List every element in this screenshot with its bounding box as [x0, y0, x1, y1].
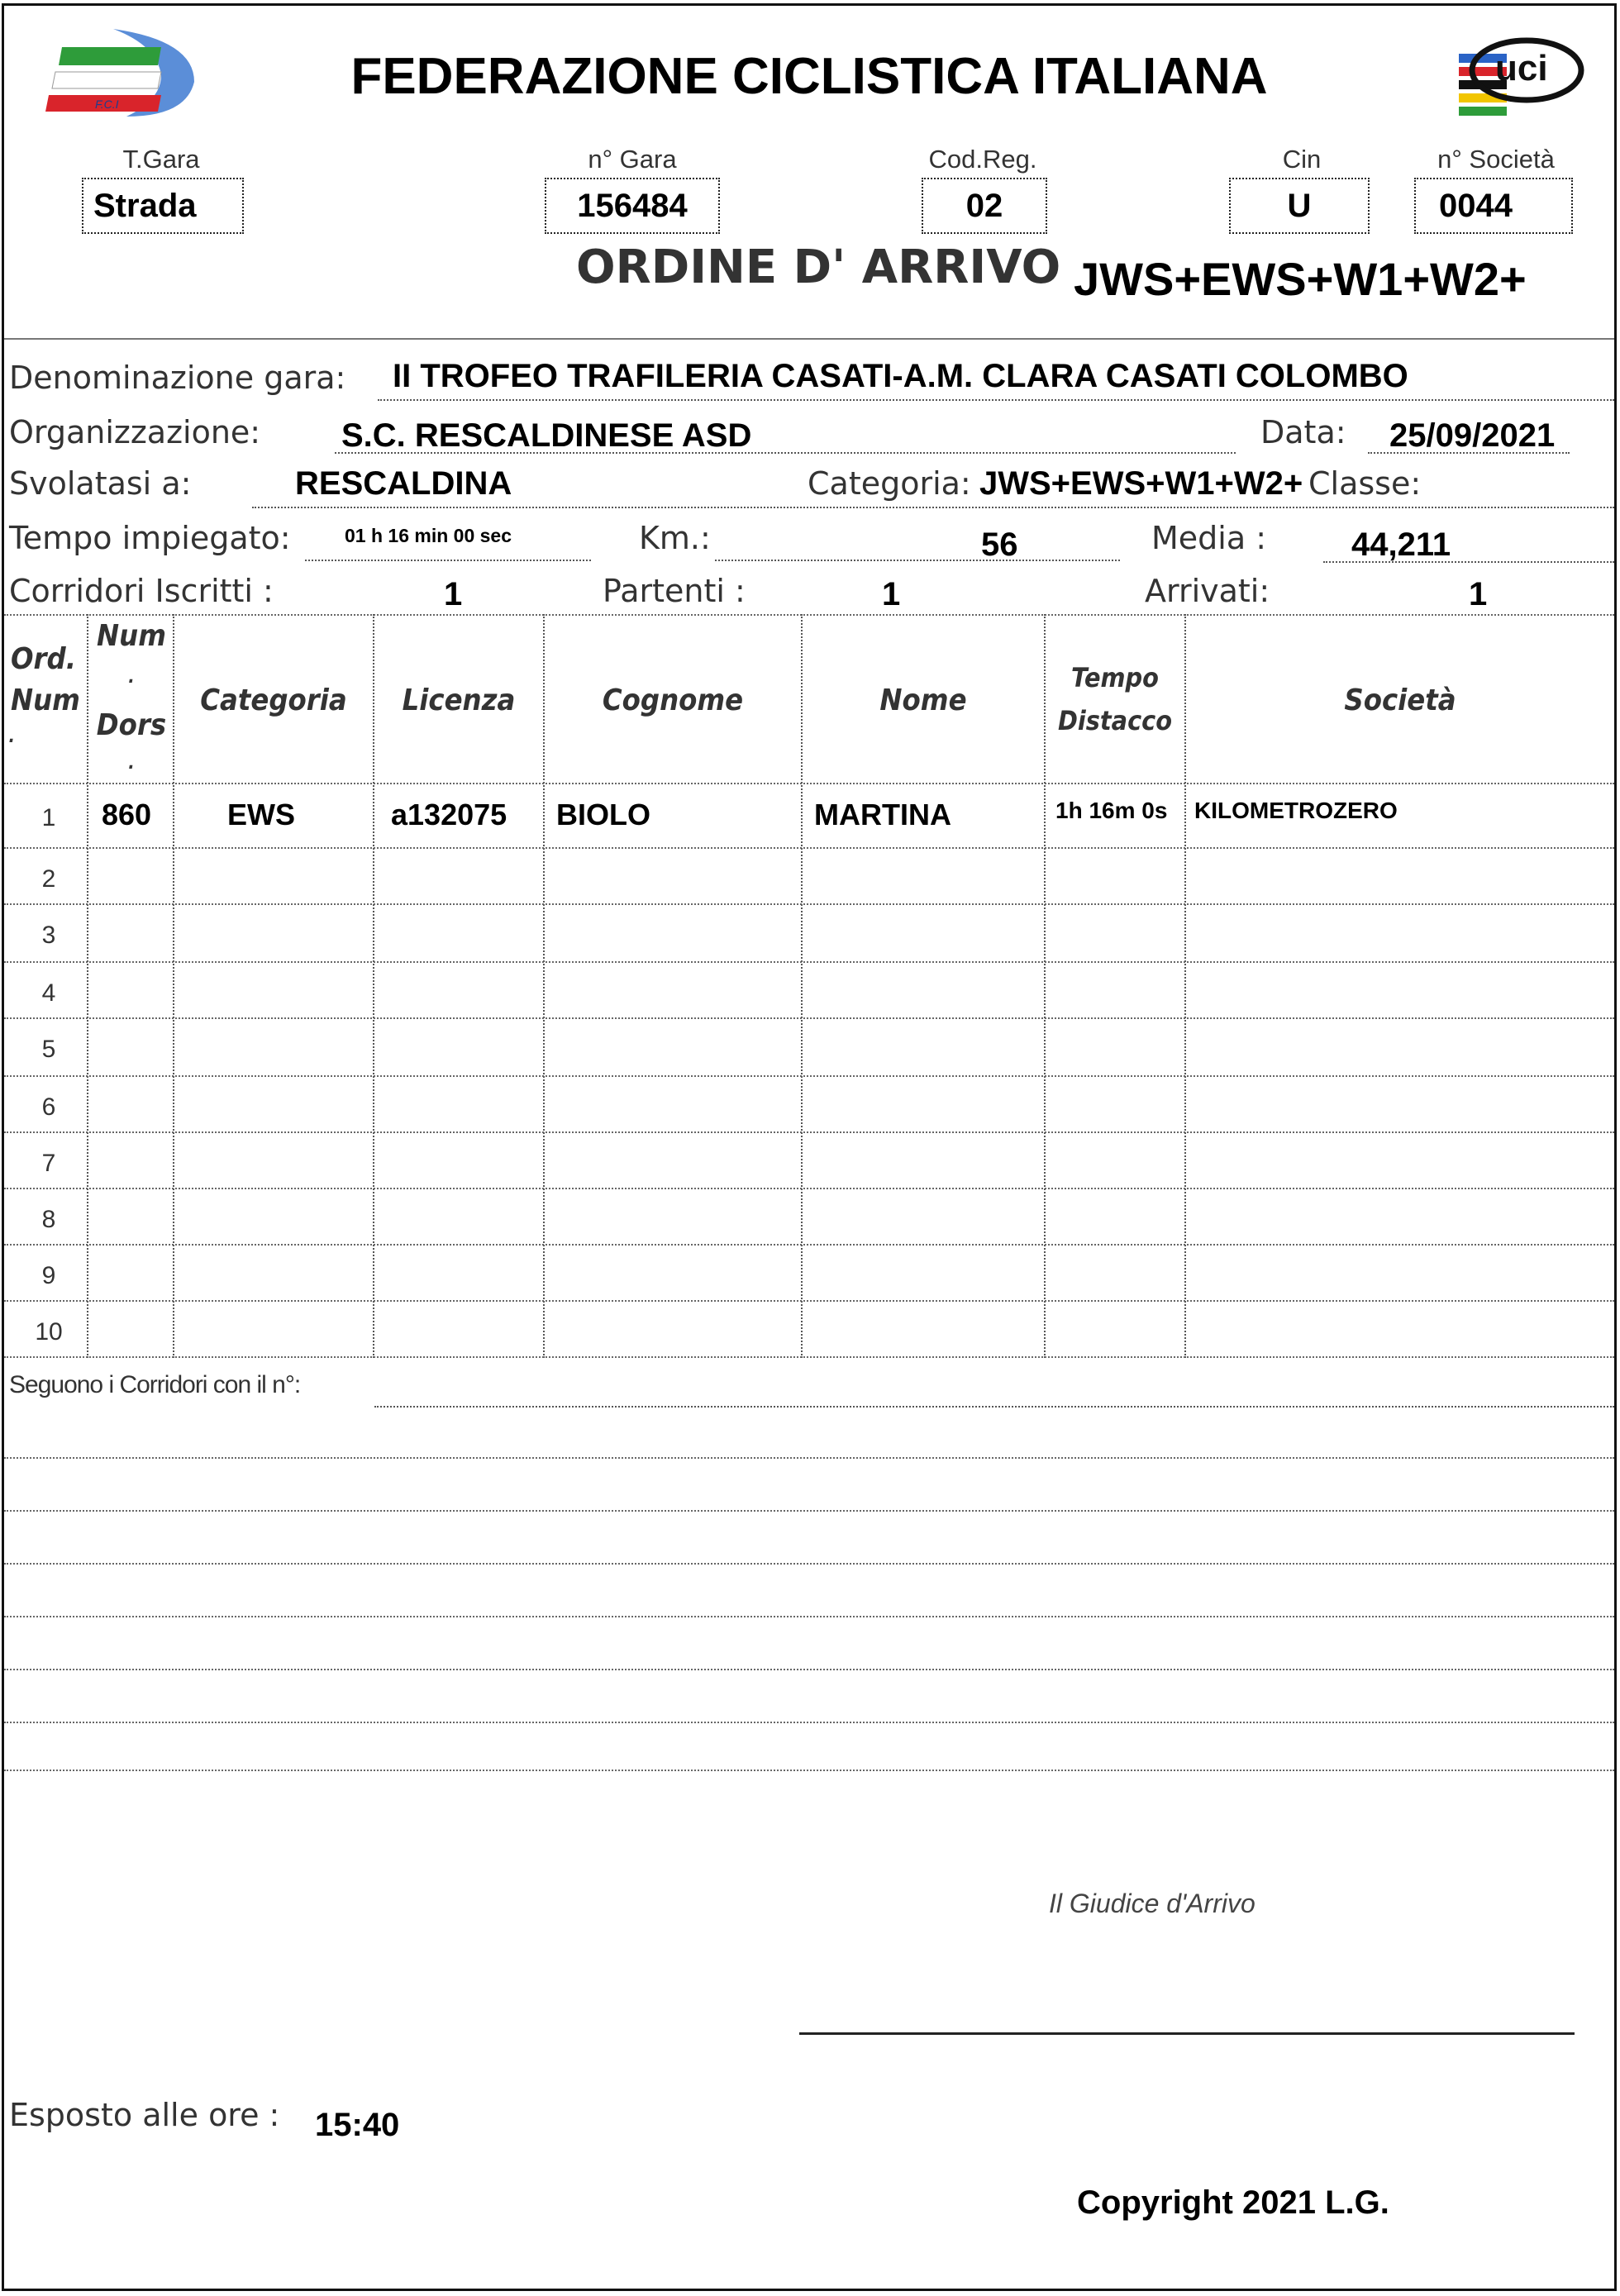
header-licenza: Licenza: [402, 684, 516, 717]
header-dors-4: .: [128, 753, 135, 774]
cin-value: U: [1229, 178, 1370, 234]
iscritti-value: 1: [444, 576, 463, 612]
tempo-value: 01 h 16 min 00 sec: [345, 525, 512, 546]
header-ord-3: .: [8, 726, 16, 747]
partenti-label: Partenti :: [603, 573, 746, 609]
esposto-label: Esposto alle ore :: [9, 2097, 280, 2133]
tgara-label: T.Gara: [122, 145, 200, 174]
header-ord-1: Ord.: [11, 642, 77, 676]
iscritti-label: Corridori Iscritti :: [9, 573, 274, 609]
nsocieta-value: 0044: [1414, 178, 1573, 234]
signature-line: [799, 2032, 1575, 2035]
cin-label: Cin: [1282, 145, 1322, 174]
media-label: Media :: [1151, 520, 1267, 556]
tgara-value: Strada: [82, 178, 244, 234]
organizzazione-value: S.C. RESCALDINESE ASD: [341, 417, 752, 454]
media-value: 44,211: [1351, 526, 1451, 563]
categoria-label: Categoria:: [808, 465, 971, 502]
header-dors-1: Num: [97, 619, 166, 653]
ngara-label: n° Gara: [588, 145, 677, 174]
uci-logo-text: uci: [1495, 48, 1548, 88]
data-label: Data:: [1260, 414, 1346, 450]
uci-logo: [1452, 26, 1593, 123]
codreg-label: Cod.Reg.: [928, 145, 1037, 174]
subtitle: ORDINE D' ARRIVO: [576, 241, 1061, 294]
giudice-label: Il Giudice d'Arrivo: [1049, 1889, 1256, 1918]
km-value: 56: [981, 526, 1018, 563]
tempo-label: Tempo impiegato:: [9, 520, 291, 556]
classe-label: Classe:: [1308, 465, 1422, 502]
arrivati-value: 1: [1469, 576, 1488, 612]
header-tempo-1: Tempo: [1071, 662, 1159, 693]
km-label: Km.:: [639, 520, 711, 556]
denominazione-value: II TROFEO TRAFILERIA CASATI-A.M. CLARA CASATI COLOMBO: [393, 358, 1408, 394]
fci-logo-text: F.C.I: [95, 98, 119, 111]
divider: [4, 338, 1614, 340]
header-tempo-2: Distacco: [1057, 705, 1173, 736]
nsocieta-label: n° Società: [1437, 145, 1555, 174]
categoria-value: JWS+EWS+W1+W2+: [979, 465, 1303, 502]
result-sheet: F.C.I FEDERAZIONE CICLISTICA ITALIANA uci T.Gara Strada n° Gara 156484 Cod.Reg. 02 Cin U n° Società 0044 ORDINE D' ARRIVO JWS+EWS+W1+W2+ Denominazione gara: II TROFEO TRAFILERIA CASATI-A.M. CLARA CASATI COLOMBO Organizzazione: S.C. RESCALDINESE ASD Data: 25/09/2021 Svolatasi a: RESCALDINA Categoria: JWS+EWS+W1+W2+ Classe: Tempo impiegato: 01 h 16 min 00 sec Km.: 56 Media : 44,211 Corridori Iscritti : 1 Partenti : 1 Arrivati: 1 Ord. Num . Num . Dors . Categoria Licenza Cognome Nome Tempo Distacco Società 1 860 EWS a132075 BIOLO MARTINA 1h 16m 0s KILOMETROZERO 2 3 4 5 6 7 8 9 10 Seguono i Corridori con il n°: Il Giudice d'Arrivo Esposto alle ore : 15:40 Copyright 2021 L.G.: [2, 3, 1617, 2291]
partenti-value: 1: [882, 576, 901, 612]
data-value: 25/09/2021: [1389, 417, 1556, 454]
header-dors-3: Dors: [96, 708, 167, 742]
codreg-value: 02: [922, 178, 1047, 234]
copyright: Copyright 2021 L.G.: [1077, 2184, 1389, 2221]
header-societa: Società: [1344, 684, 1456, 717]
svolatasi-label: Svolatasi a:: [9, 465, 192, 502]
header-categoria: Categoria: [200, 684, 347, 717]
seguono-label: Seguono i Corridori con il n°:: [9, 1371, 301, 1398]
header-dors-2: .: [128, 667, 135, 688]
header-nome: Nome: [879, 684, 967, 717]
ngara-value: 156484: [545, 178, 720, 234]
category-banner: JWS+EWS+W1+W2+: [1074, 253, 1527, 305]
denominazione-label: Denominazione gara:: [9, 360, 346, 396]
esposto-value: 15:40: [315, 2107, 400, 2143]
header-cognome: Cognome: [602, 684, 744, 717]
header-ord-2: Num: [11, 684, 80, 717]
page-title: FEDERAZIONE CICLISTICA ITALIANA: [350, 48, 1268, 105]
svolatasi-value: RESCALDINA: [295, 465, 512, 502]
arrivati-label: Arrivati:: [1145, 573, 1270, 609]
organizzazione-label: Organizzazione:: [9, 414, 261, 450]
